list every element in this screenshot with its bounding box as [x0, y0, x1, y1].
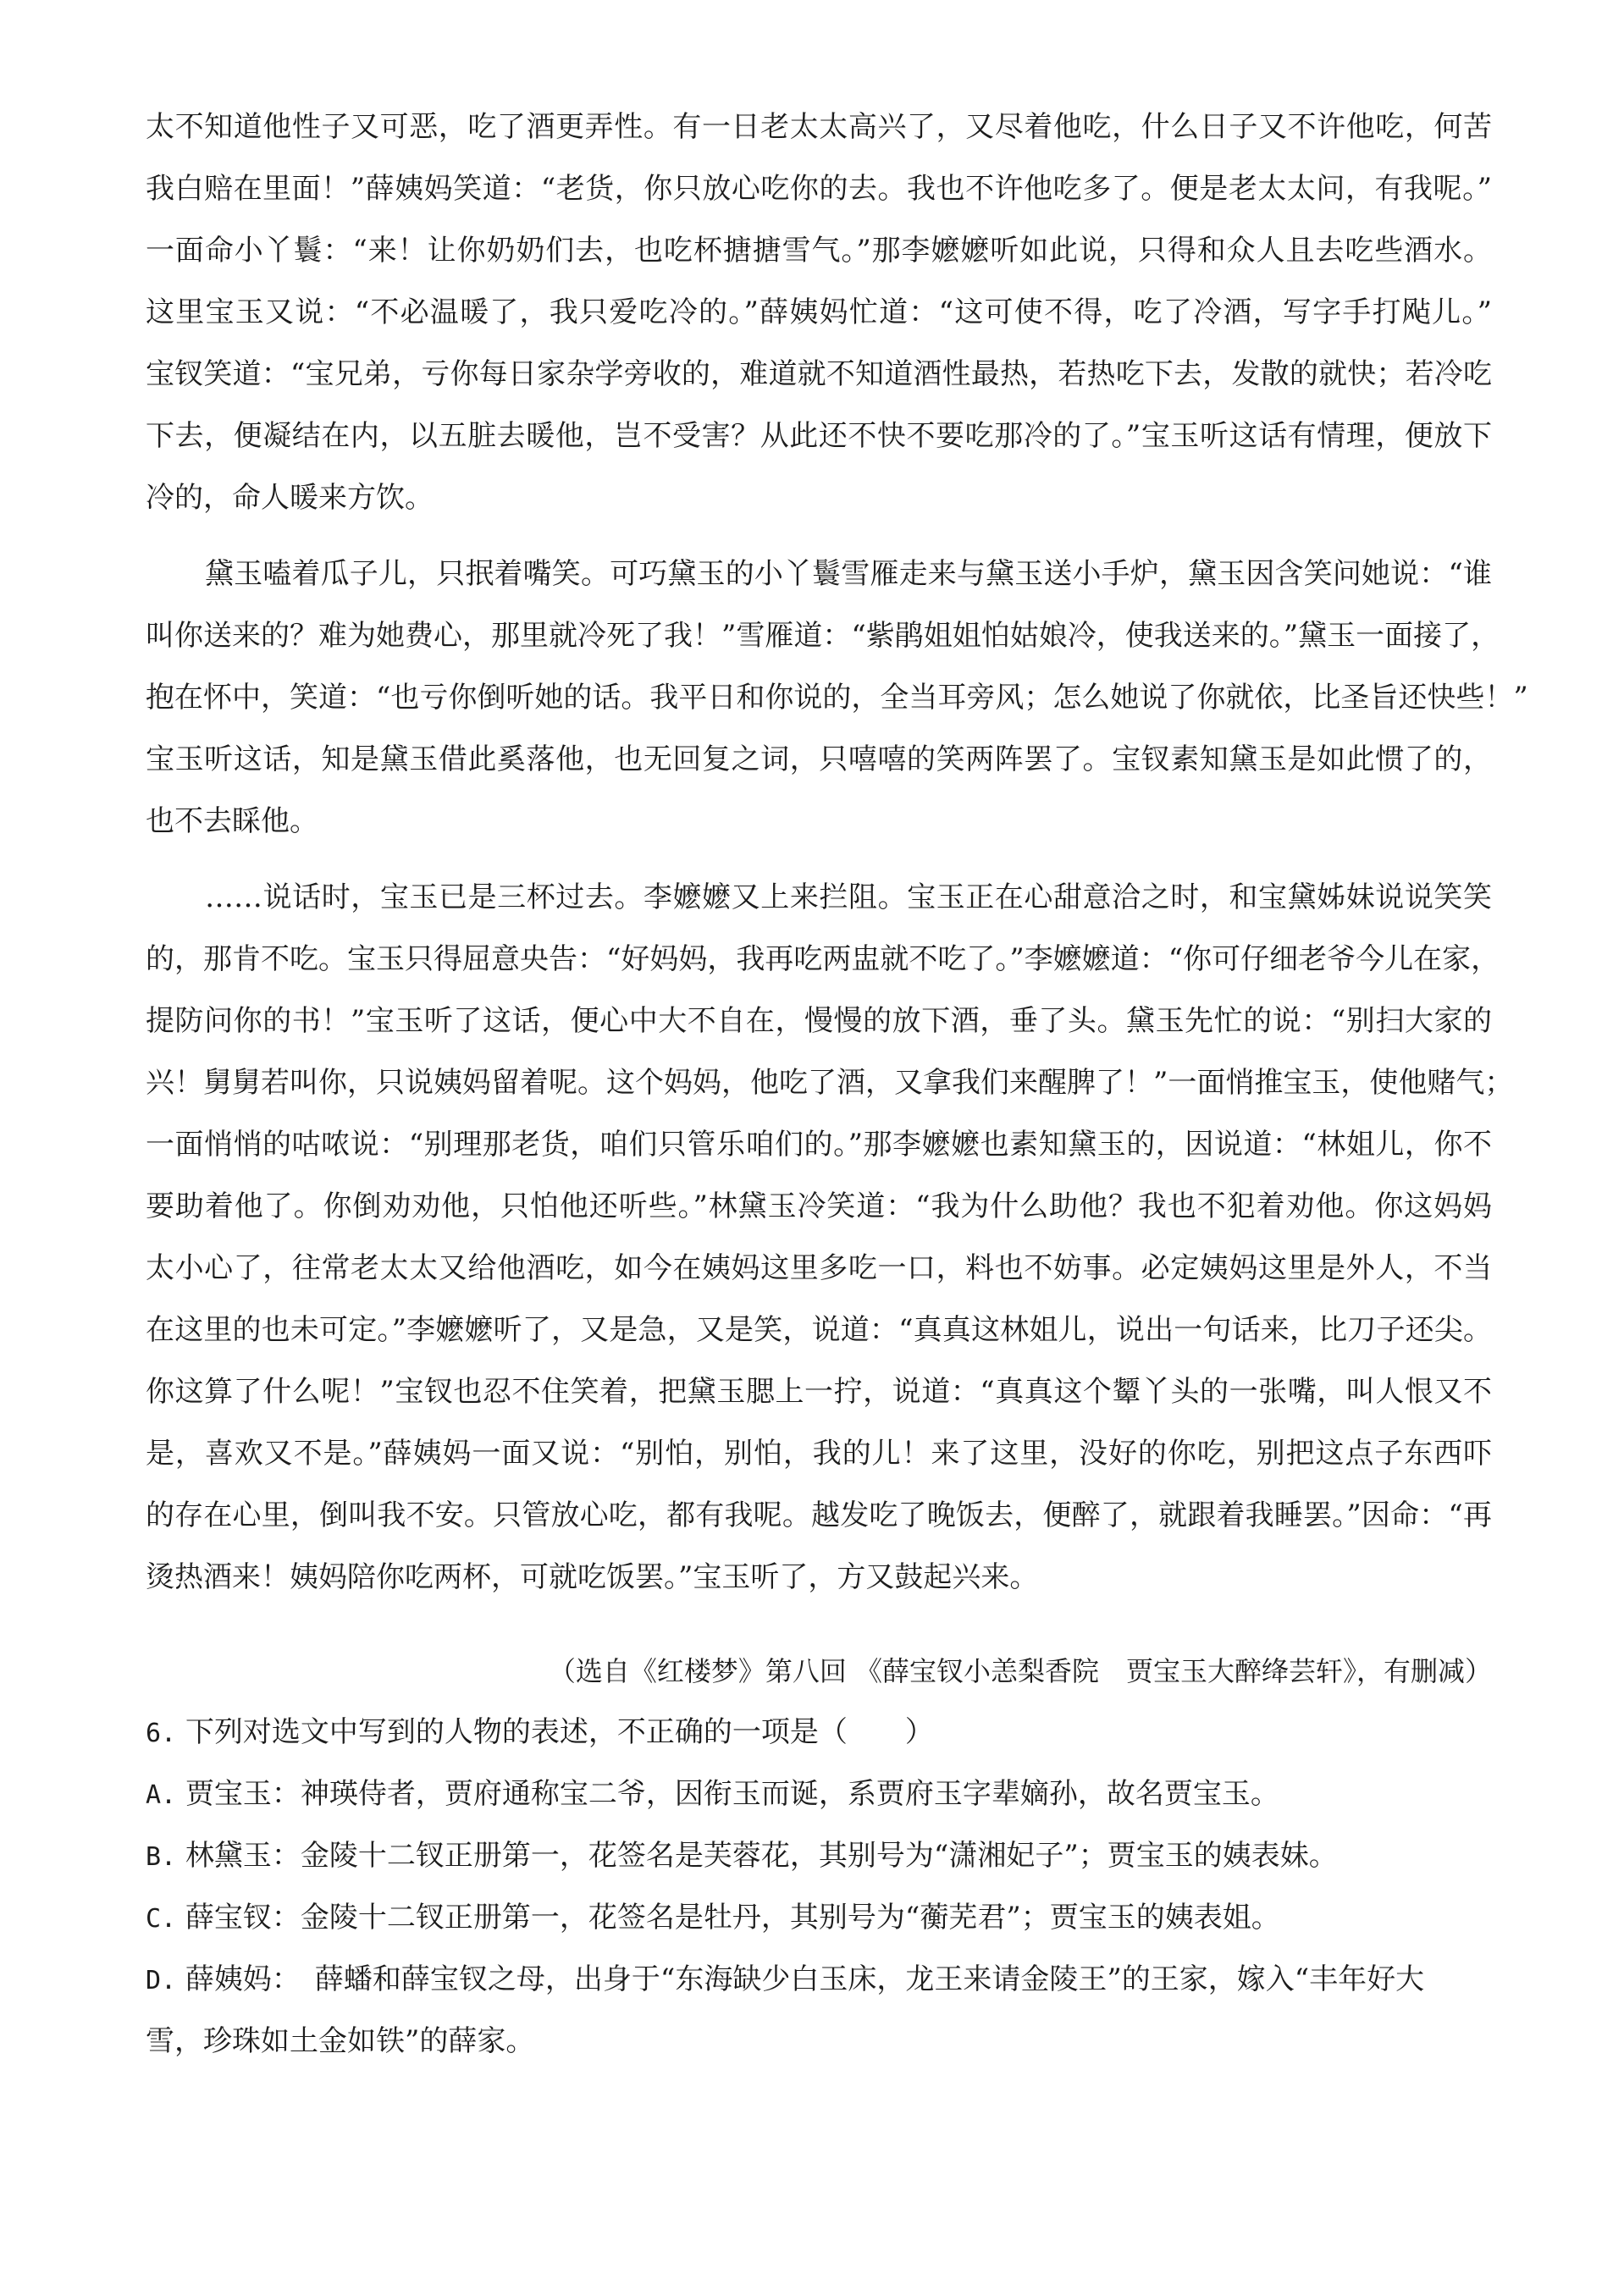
passage-line: 这里宝玉又说：“不必温暖了，我只爱吃冷的。”薛姨妈忙道：“这可使不得，吃了冷酒，写字手打飐儿。”	[146, 295, 1492, 329]
passage-line: 黛玉嗑着瓜子儿，只抿着嘴笑。可巧黛玉的小丫鬟雪雁走来与黛玉送小手炉，黛玉因含笑问她说：“谁	[205, 557, 1492, 591]
passage-line: 烫热酒来！姨妈陪你吃两杯，可就吃饭罢。”宝玉听了，方又鼓起兴来。	[146, 1560, 1039, 1594]
passage-line: 冷的，命人暖来方饮。	[146, 481, 434, 515]
passage-line: 下去，便凝结在内，以五脏去暖他，岂不受害？从此还不快不要吃那冷的了。”宝玉听这话有情理，便放下	[146, 419, 1492, 453]
option-text: 林黛玉：金陵十二钗正册第一，花签名是芙蓉花，其别号为“潇湘妃子”；贾宝玉的姨表妹。	[185, 1839, 1338, 1873]
question-stem	[146, 1714, 1492, 1752]
option-letter: A.	[146, 1780, 177, 1810]
passage-line: 是，喜欢又不是。”薛姨妈一面又说：“别怕，别怕，我的儿！来了这里，没好的你吃，别把这点子东西吓	[146, 1437, 1492, 1471]
passage-line: 我白赔在里面！”薛姨妈笑道：“老货，你只放心吃你的去。我也不许他吃多了。便是老太太问，有我呢。”	[146, 172, 1492, 206]
source-citation: （选自《红楼梦》第八回 《薛宝钗小恙梨香院 贾宝玉大醉绛芸轩》，有删减）	[548, 1655, 1492, 1687]
option-d	[146, 1961, 1492, 2000]
option-c	[146, 1899, 1492, 1938]
passage-line: ……说话时，宝玉已是三杯过去。李嬷嬷又上来拦阻。宝玉正在心甜意洽之时，和宝黛姊妹说说笑笑	[205, 880, 1492, 914]
passage-line: 一面悄悄的咕哝说：“别理那老货，咱们只管乐咱们的。”那李嬷嬷也素知黛玉的，因说道：“林姐儿，你不	[146, 1128, 1492, 1162]
option-a	[146, 1775, 1492, 1814]
passage-line: 太不知道他性子又可恶，吃了酒更弄性。有一日老太太高兴了，又尽着他吃，什么日子又不许他吃，何苦	[146, 110, 1492, 144]
passage-line: 太小心了，往常老太太又给他酒吃，如今在姨妈这里多吃一口，料也不妨事。必定姨妈这里是外人，不当	[146, 1251, 1492, 1285]
passage-line: 的，那肯不吃。宝玉只得屈意央告：“好妈妈，我再吃两盅就不吃了。”李嬷嬷道：“你可仔细老爷今儿在家，	[146, 942, 1500, 976]
passage-line: 提防问你的书！”宝玉听了这话，便心中大不自在，慢慢的放下酒，垂了头。黛玉先忙的说：“别扫大家的	[146, 1004, 1492, 1038]
passage-line: 的存在心里，倒叫我不安。只管放心吃，都有我呢。越发吃了晚饭去，便醉了，就跟着我睡罢。”因命：“再	[146, 1498, 1492, 1532]
passage-line: 在这里的也未可定。”李嬷嬷听了，又是急，又是笑，说道：“真真这林姐儿，说出一句话来，比刀子还尖。	[146, 1313, 1492, 1347]
question-text: 下列对选文中写到的人物的表述，不正确的一项是（ ）	[185, 1715, 934, 1749]
passage-line: 宝钗笑道：“宝兄弟，亏你每日家杂学旁收的，难道就不知道酒性最热，若热吃下去，发散的就快；若冷吃	[146, 357, 1492, 391]
option-d-continuation: 雪，珍珠如土金如铁”的薛家。	[146, 2024, 535, 2058]
passage-line: 抱在怀中，笑道：“也亏你倒听她的话。我平日和你说的，全当耳旁风；怎么她说了你就依，比圣旨还快些！”	[146, 681, 1528, 715]
option-text: 薛姨妈： 薛蟠和薛宝钗之母，出身于“东海缺少白玉床，龙王来请金陵王”的王家，嫁入“丰年好大	[185, 1962, 1425, 1996]
passage-line: 宝玉听这话，知是黛玉借此奚落他，也无回复之词，只嘻嘻的笑两阵罢了。宝钗素知黛玉是如此惯了的，	[146, 742, 1492, 776]
question-number: 6.	[146, 1719, 177, 1748]
option-text: 薛宝钗：金陵十二钗正册第一，花签名是牡丹，其别号为“蘅芜君”；贾宝玉的姨表姐。	[185, 1901, 1280, 1934]
passage-line: 要助着他了。你倒劝劝他，只怕他还听些。”林黛玉冷笑道：“我为什么助他？我也不犯着劝他。你这妈妈	[146, 1189, 1492, 1223]
option-text: 贾宝玉：神瑛侍者，贾府通称宝二爷，因衔玉而诞，系贾府玉字辈嫡孙，故名贾宝玉。	[185, 1777, 1279, 1811]
option-b	[146, 1837, 1492, 1876]
option-letter: B.	[146, 1842, 177, 1872]
passage-line: 一面命小丫鬟：“来！让你奶奶们去，也吃杯搪搪雪气。”那李嬷嬷听如此说，只得和众人且去吃些酒水。	[146, 234, 1492, 268]
option-letter: D.	[146, 1966, 177, 1995]
passage-line: 叫你送来的？难为她费心，那里就冷死了我！”雪雁道：“紫鹃姐姐怕姑娘冷，使我送来的。”黛玉一面接了，	[146, 619, 1500, 653]
option-letter: C.	[146, 1904, 177, 1934]
passage-line: 也不去睬他。	[146, 804, 318, 838]
passage-line: 兴！舅舅若叫你，只说姨妈留着呢。这个妈妈，他吃了酒，又拿我们来醒脾了！”一面悄推宝玉，使他赌气；	[146, 1066, 1514, 1100]
passage-line: 你这算了什么呢！”宝钗也忍不住笑着，把黛玉腮上一拧，说道：“真真这个颦丫头的一张嘴，叫人恨又不	[146, 1375, 1492, 1409]
